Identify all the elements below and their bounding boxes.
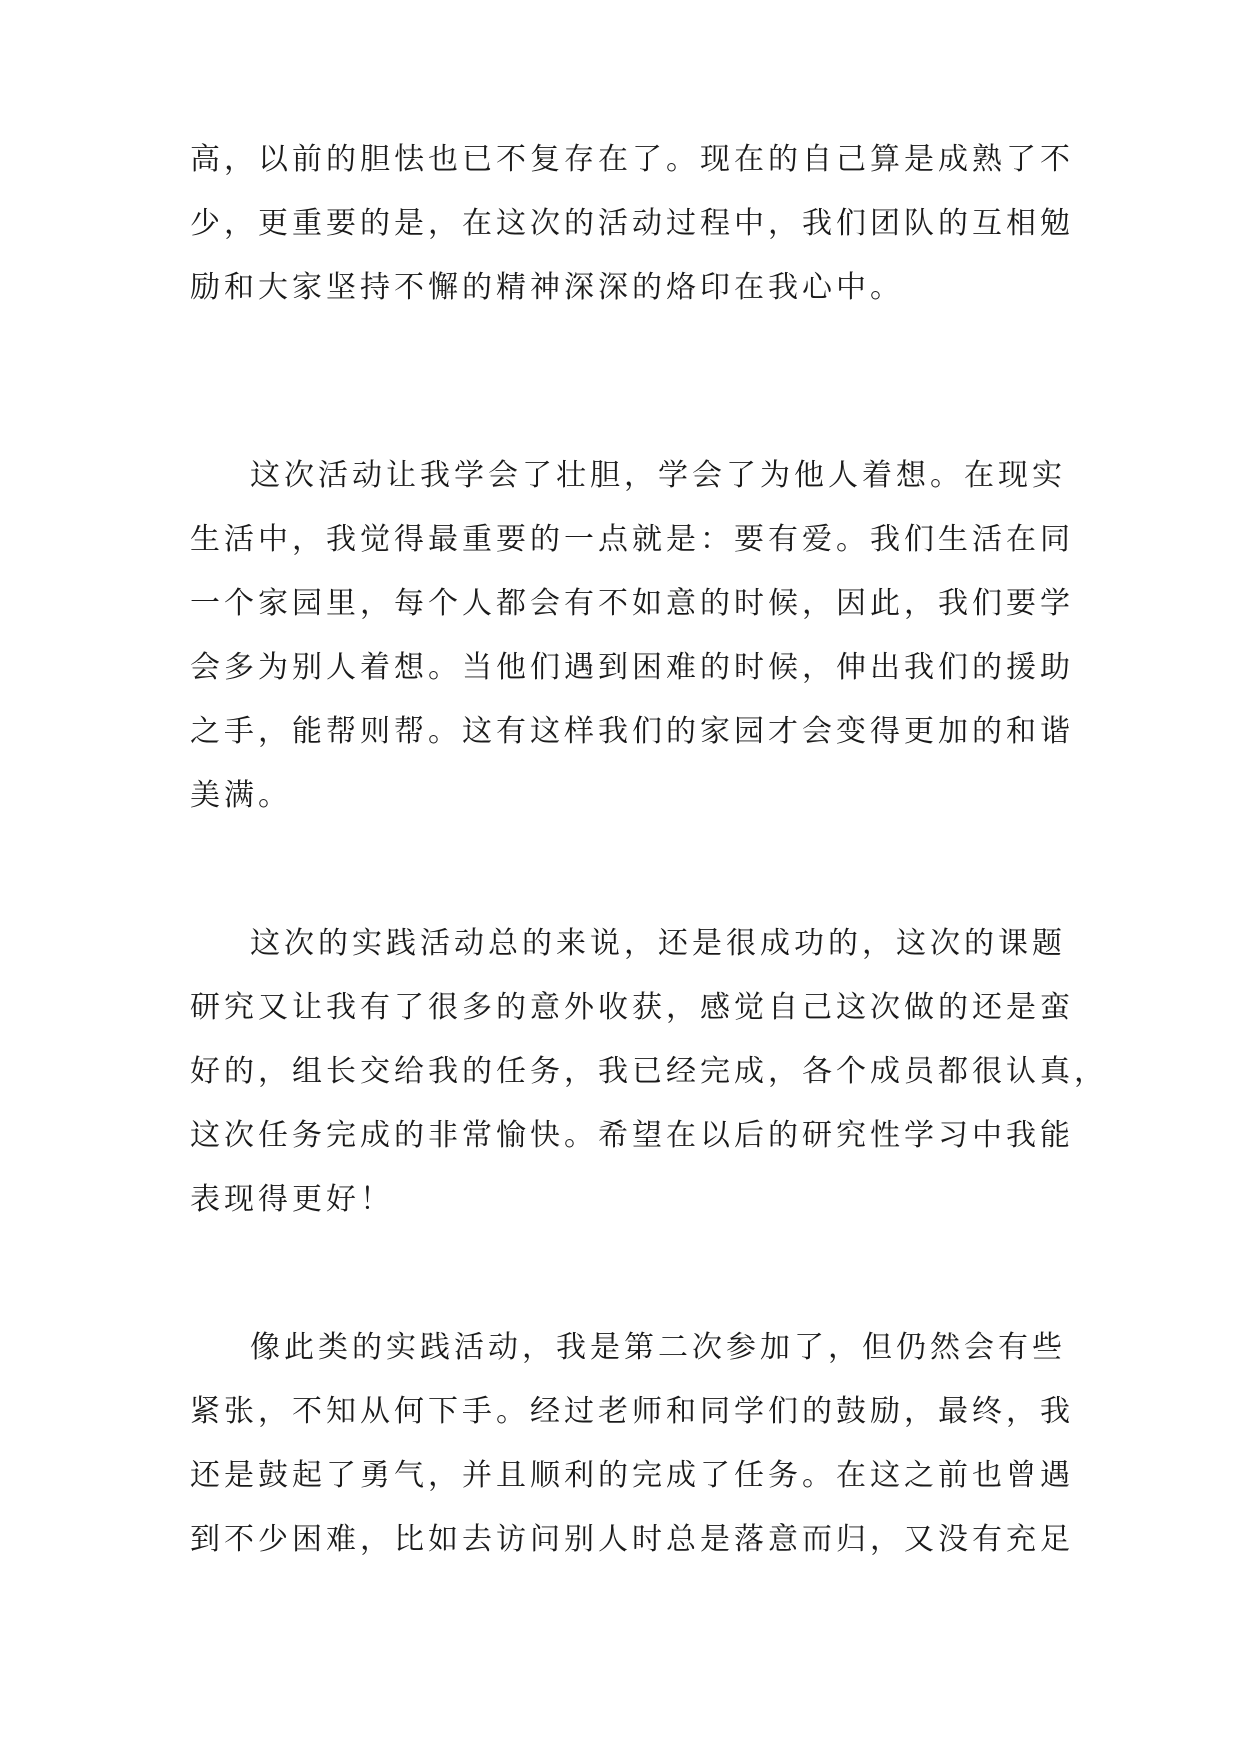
paragraph-line: 表现得更好！ [190,1182,394,1217]
paragraph-4 [190,1316,1074,1572]
paragraph-line: 紧张，不知从何下手。经过老师和同学们的鼓励，最终，我 [190,1394,1074,1429]
paragraph-line: 少，更重要的是，在这次的活动过程中，我们团队的互相勉 [190,206,1074,241]
paragraph-line: 好的，组长交给我的任务，我已经完成，各个成员都很认真， [190,1054,1108,1089]
paragraph-line: 之手，能帮则帮。这有这样我们的家园才会变得更加的和谐 [190,714,1074,749]
paragraph-line: 这次任务完成的非常愉快。希望在以后的研究性学习中我能 [190,1118,1074,1153]
paragraph-line: 励和大家坚持不懈的精神深深的烙印在我心中。 [190,270,904,305]
paragraph-line: 高，以前的胆怯也已不复存在了。现在的自己算是成熟了不 [190,142,1074,177]
paragraph-line: 会多为别人着想。当他们遇到困难的时候，伸出我们的援助 [190,650,1074,685]
paragraph-2 [190,444,1074,828]
paragraph-line: 生活中，我觉得最重要的一点就是：要有爱。我们生活在同 [190,522,1074,557]
paragraph-line: 这次活动让我学会了壮胆，学会了为他人着想。在现实 [250,458,1066,493]
paragraph-line: 一个家园里，每个人都会有不如意的时候，因此，我们要学 [190,586,1074,621]
paragraph-line: 还是鼓起了勇气，并且顺利的完成了任务。在这之前也曾遇 [190,1458,1074,1493]
paragraph-line: 到不少困难，比如去访问别人时总是落意而归，又没有充足 [190,1522,1074,1557]
paragraph-line: 像此类的实践活动，我是第二次参加了，但仍然会有些 [250,1330,1066,1365]
paragraph-line: 研究又让我有了很多的意外收获，感觉自己这次做的还是蛮 [190,990,1074,1025]
paragraph-line: 美满。 [190,778,292,813]
paragraph-line: 这次的实践活动总的来说，还是很成功的，这次的课题 [250,926,1066,961]
paragraph-3 [190,912,1108,1232]
paragraph-1 [190,128,1074,320]
